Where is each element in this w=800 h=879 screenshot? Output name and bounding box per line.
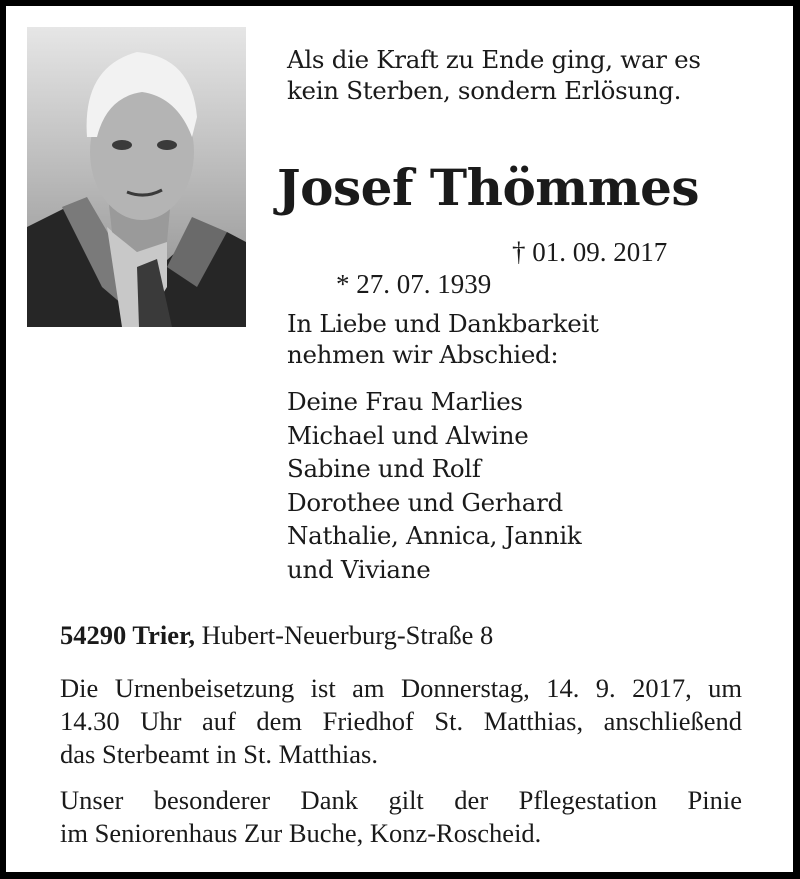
address-street: Hubert-Neuerburg-Straße 8	[201, 620, 494, 650]
mourners-list	[287, 385, 787, 586]
address-city: 54290 Trier,	[60, 620, 195, 650]
deceased-name: Josef Thömmes	[277, 158, 700, 217]
farewell-line: nehmen wir Abschied:	[287, 340, 559, 369]
thanks-note	[60, 784, 742, 850]
birth-date: * 27. 07. 1939	[336, 269, 492, 299]
thanks-line: im Seniorenhaus Zur Buche, Konz-Roscheid.	[60, 818, 542, 848]
mourner: Deine Frau Marlies	[287, 387, 523, 416]
service-line: 14.30 Uhr auf dem Friedhof St. Matthias, anschließend	[60, 706, 742, 736]
death-date: † 01. 09. 2017	[512, 237, 668, 267]
thanks-line: Unser besonderer Dank gilt der Pflegestation Pinie	[60, 785, 742, 815]
farewell-text	[287, 308, 787, 370]
obituary-notice	[6, 6, 793, 872]
motto-line: kein Sterben, sondern Erlösung.	[287, 76, 682, 105]
motto-quote	[287, 44, 787, 106]
service-line: das Sterbeamt in St. Matthias.	[60, 739, 378, 769]
funeral-service-info	[60, 672, 742, 771]
service-line: Die Urnenbeisetzung ist am Donnerstag, 14. 9. 2017, um	[60, 673, 742, 703]
mourner: Sabine und Rolf	[287, 454, 481, 483]
motto-line: Als die Kraft zu Ende ging, war es	[287, 45, 701, 74]
farewell-line: In Liebe und Dankbarkeit	[287, 309, 599, 338]
mourner: Michael und Alwine	[287, 420, 529, 450]
family-address	[60, 619, 780, 651]
mourner: Nathalie, Annica, Jannik	[287, 521, 582, 550]
mourner: und Viviane	[287, 554, 431, 584]
portrait-image	[27, 27, 246, 327]
mourner: Dorothee und Gerhard	[287, 487, 563, 517]
portrait-photo	[27, 27, 246, 327]
